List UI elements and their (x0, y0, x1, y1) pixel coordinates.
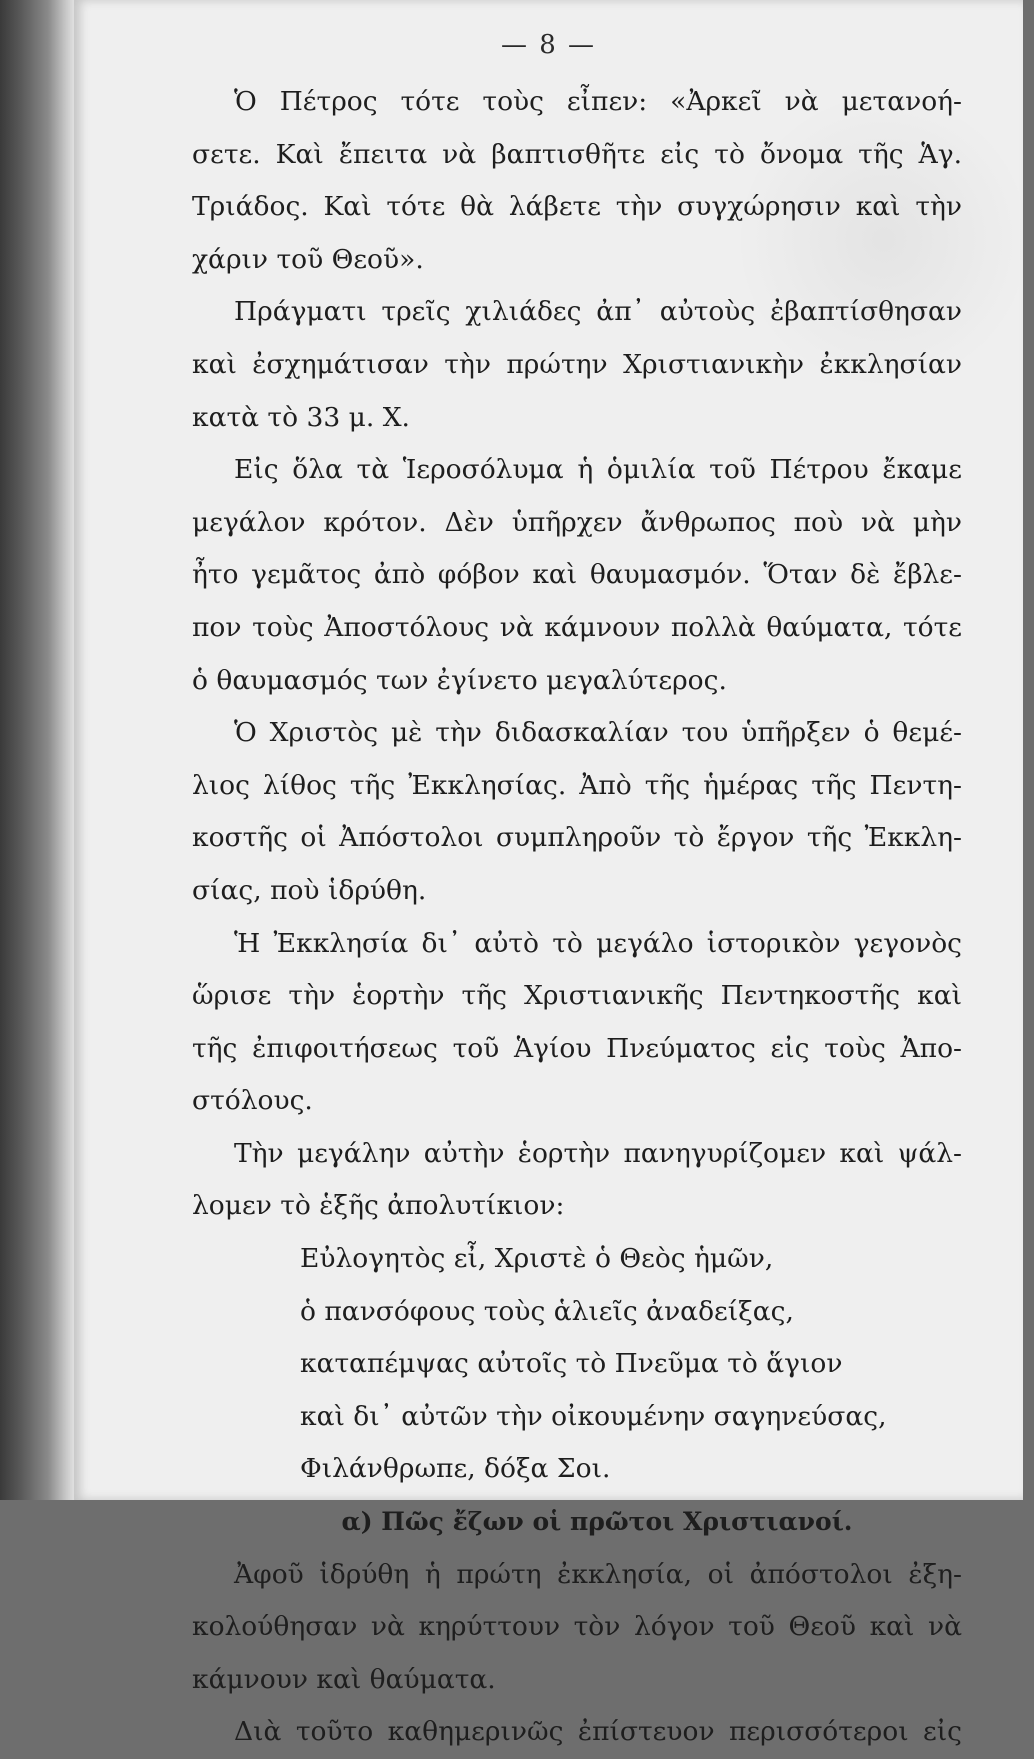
text-line: λιος λίθος τῆς Ἐκκλησίας. Ἀπὸ τῆς ἡμέρας τῆς Πεντη- (192, 769, 962, 801)
text-line: Εἰς ὅλα τὰ Ἱεροσόλυμα ἡ ὁμιλία τοῦ Πέτρου ἔκαμε (234, 454, 962, 486)
book-page (74, 0, 1023, 1748)
text-line: Ὁ Πέτρος τότε τοὺς εἶπεν: «Ἀρκεῖ νὰ μετανοή- (234, 86, 962, 117)
section-heading: α) Πῶς ἔζων οἱ πρῶτοι Χριστιανοί. (341, 1507, 853, 1537)
text-line: Διὰ τοῦτο καθημερινῶς ἐπίστευον περισσότεροι εἰς (234, 1716, 962, 1748)
text-line: χάριν τοῦ Θεοῦ». (192, 243, 424, 275)
text-line: Ἡ Ἐκκλησία δι᾽ αὐτὸ τὸ μεγάλο ἱστορικὸν γεγονὸς (234, 927, 962, 959)
text-line: λομεν τὸ ἑξῆς ἀπολυτίκιον: (192, 1190, 565, 1222)
hymn-line: καταπέμψας αὐτοῖς τὸ Πνεῦμα τὸ ἅγιον (300, 1348, 843, 1380)
text-line: κατὰ τὸ 33 μ. Χ. (192, 401, 410, 433)
text-line: κολούθησαν νὰ κηρύττουν τὸν λόγον τοῦ Θεοῦ καὶ νὰ (192, 1611, 962, 1643)
text-line: Πράγματι τρεῖς χιλιάδες ἀπ᾽ αὐτοὺς ἐβαπτίσθησαν (234, 296, 962, 328)
body-text (192, 76, 962, 1759)
text-line: ἦτο γεμᾶτος ἀπὸ φόβον καὶ θαυμασμόν. Ὅταν δὲ ἔβλε- (192, 559, 962, 591)
hymn-line: καὶ δι᾽ αὐτῶν τὴν οἰκουμένην σαγηνεύσας, (300, 1400, 887, 1432)
text-line: ὁ θαυμασμός των ἐγίνετο μεγαλύτερος. (192, 664, 727, 696)
hymn-line: ὁ πανσόφους τοὺς ἁλιεῖς ἀναδείξας, (300, 1295, 794, 1327)
text-line: καὶ ἐσχημάτισαν τὴν πρώτην Χριστιανικὴν ἐκκλησίαν (192, 348, 962, 380)
text-line: κάμνουν καὶ θαύματα. (192, 1663, 496, 1695)
text-line: ὥρισε τὴν ἑορτὴν τῆς Χριστιανικῆς Πεντηκοστῆς καὶ (192, 980, 962, 1012)
text-line: Ἀφοῦ ἱδρύθη ἡ πρώτη ἐκκλησία, οἱ ἀπόστολοι ἐξη- (234, 1558, 962, 1590)
text-line: σετε. Καὶ ἔπειτα νὰ βαπτισθῆτε εἰς τὸ ὄνομα τῆς Ἁγ. (192, 138, 962, 170)
text-line: μεγάλον κρότον. Δὲν ὑπῆρχεν ἄνθρωπος ποὺ νὰ μὴν (192, 506, 962, 538)
text-line: σίας, ποὺ ἱδρύθη. (192, 874, 427, 906)
text-line: Ὁ Χριστὸς μὲ τὴν διδασκαλίαν του ὑπῆρξεν ὁ θεμέ- (234, 717, 962, 749)
hymn-line: Φιλάνθρωπε, δόξα Σοι. (300, 1453, 611, 1485)
text-line: κοστῆς οἱ Ἀπόστολοι συμπληροῦν τὸ ἔργον τῆς Ἐκκλη- (192, 822, 962, 854)
text-line: πον τοὺς Ἀποστόλους νὰ κάμνουν πολλὰ θαύματα, τότε (192, 611, 962, 643)
page-number: — 8 — (500, 30, 597, 60)
text-line: Τὴν μεγάλην αὐτὴν ἑορτὴν πανηγυρίζομεν καὶ ψάλ- (234, 1137, 962, 1169)
hymn-line: Εὐλογητὸς εἶ, Χριστὲ ὁ Θεὸς ἡμῶν, (300, 1243, 774, 1275)
text-line: στόλους. (192, 1085, 313, 1117)
text-line: τῆς ἐπιφοιτήσεως τοῦ Ἁγίου Πνεύματος εἰς τοὺς Ἀπο- (192, 1032, 962, 1064)
text-line: Τριάδος. Καὶ τότε θὰ λάβετε τὴν συγχώρησιν καὶ τὴν (192, 191, 962, 223)
